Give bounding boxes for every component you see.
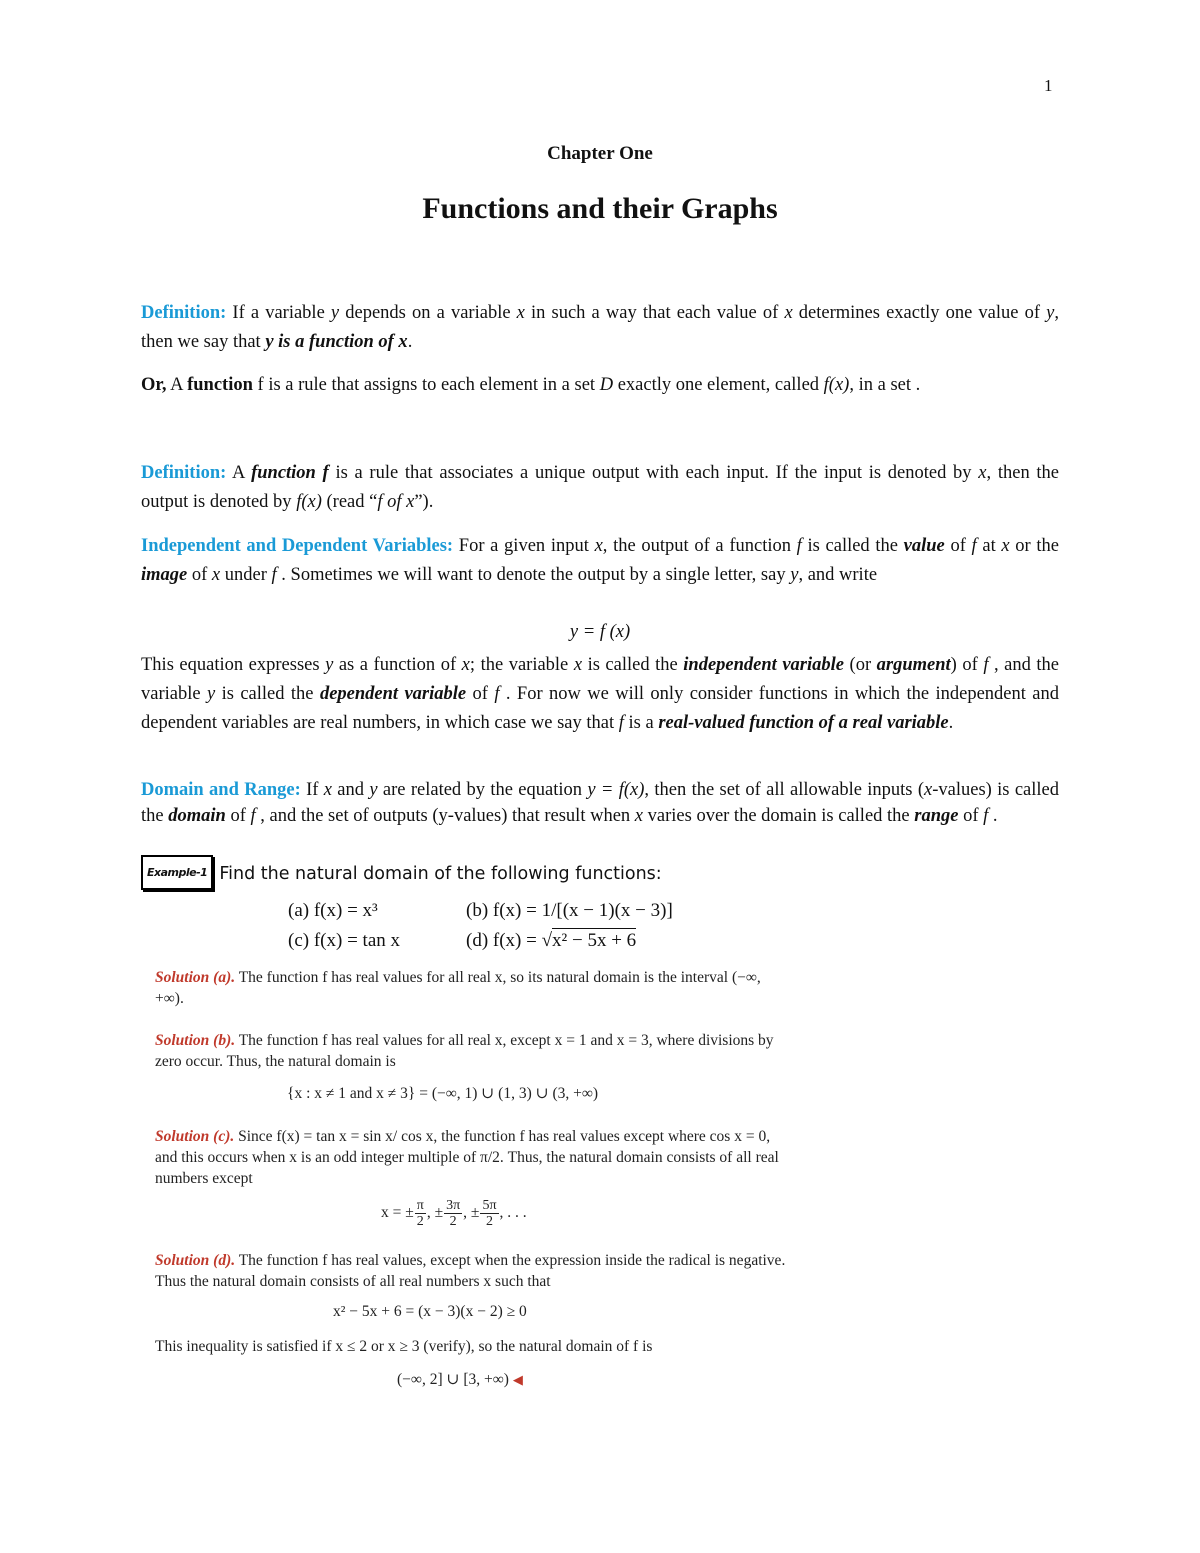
text: . (988, 806, 998, 826)
text: , and the variable (141, 655, 1059, 704)
solution-label: Solution (a). (155, 969, 236, 986)
var: f (983, 655, 989, 675)
var: x (323, 780, 332, 800)
text: of (466, 684, 495, 704)
var: x (516, 303, 525, 323)
equation-y: y = f (x) (569, 622, 631, 642)
example-text: Find the natural domain of the following functions: (219, 864, 662, 884)
var: y (325, 655, 334, 675)
var: x (924, 780, 933, 800)
domain-range-section (141, 777, 1059, 829)
text: depends on a variable (339, 303, 517, 323)
var: x (978, 463, 987, 483)
text: , then the set of all allowable inputs ( (644, 780, 924, 800)
function-a: (a) f(x) = x³ (288, 900, 378, 921)
text: (read “ (321, 492, 378, 512)
independent-dependent-explanation (141, 651, 1059, 738)
denominator: 2 (416, 1214, 424, 1229)
text: A (166, 375, 188, 395)
text: varies over the domain is called the (643, 806, 915, 826)
text: ; the variable (469, 655, 574, 675)
or-label: Or, (141, 375, 167, 395)
solution-label: Solution (d). (155, 1252, 236, 1269)
text: This equation expresses (141, 655, 326, 675)
text: . (407, 332, 413, 352)
text: (d) f(x) = (466, 930, 542, 951)
page-number: 1 (1044, 76, 1053, 95)
solution-b (155, 1030, 793, 1072)
solution-d-final (397, 1370, 523, 1389)
text: , in a set . (849, 375, 921, 395)
definition-alt (141, 369, 1059, 401)
text: is a (623, 713, 659, 733)
solution-d-equation: x² − 5x + 6 = (x − 3)(x − 2) ≥ 0 (333, 1303, 527, 1320)
var: x (211, 565, 221, 585)
final-domain: (−∞, 2] ∪ [3, +∞) (397, 1371, 509, 1388)
text: The function f has real values for all real x, so its natural domain is the interval (−∞, +∞). (155, 969, 761, 1007)
function-c: (c) f(x) = tan x (288, 930, 400, 951)
text: of (944, 536, 972, 556)
solution-c (155, 1126, 793, 1189)
radicand: x² − 5x + 6 (552, 930, 637, 951)
emphasis: function (187, 375, 253, 395)
denominator: 2 (449, 1214, 457, 1229)
emphasis: image (141, 565, 188, 585)
text: The function f has real values for all real x, except x = 1 and x = 3, where divisions by zero occur. Thus, the natural domain is (155, 1032, 774, 1070)
var: x (1001, 536, 1010, 556)
example-line (141, 855, 1059, 890)
text: (or (844, 655, 877, 675)
var: x (634, 806, 644, 826)
fraction (480, 1198, 498, 1229)
var: x (594, 536, 603, 556)
text: ”). (414, 492, 434, 512)
var: f (494, 684, 500, 704)
var: f(x) (823, 375, 850, 395)
text: , ± (426, 1204, 444, 1222)
text: is called the (215, 684, 320, 704)
text: or the (1009, 536, 1060, 556)
text: , . . . (499, 1204, 527, 1222)
text: in such a way that each value of (524, 303, 785, 323)
solution-a (155, 967, 793, 1009)
text: exactly one element, called (613, 375, 824, 395)
emphasis: dependent variable (319, 684, 467, 704)
text: of (225, 806, 251, 826)
var: y (1046, 303, 1055, 323)
text: The function f has real values, except when the expression inside the radical is negative. Thus the natural domain consists of all real numbers x such that (155, 1252, 786, 1290)
var: y (206, 684, 216, 704)
definition-1 (141, 299, 1059, 357)
text: . For now we will only consider functions in which the independent and dependent variables are real numbers, in which case we say that (141, 684, 1059, 733)
chapter-heading: Chapter One (547, 143, 653, 164)
text: . (948, 713, 954, 733)
var: y (369, 780, 378, 800)
solution-d-inequality-text: This inequality is satisfied if x ≤ 2 or x ≥ 3 (verify), so the natural domain of f is (155, 1338, 653, 1355)
text: of (187, 565, 212, 585)
text: For a given input (453, 536, 595, 556)
var: x (461, 655, 470, 675)
var: x (784, 303, 793, 323)
emphasis: range (914, 806, 959, 826)
text: f is a rule that assigns to each element in a set (252, 375, 600, 395)
text: , and the set of outputs (y-values) that result when (255, 806, 635, 826)
var: y (330, 303, 340, 323)
text: under (220, 565, 272, 585)
var: f (250, 806, 256, 826)
text: , ± (463, 1204, 480, 1222)
definition-2 (141, 459, 1059, 517)
var: f (796, 536, 802, 556)
emphasis: independent variable (683, 655, 844, 675)
text: -values) is called the (141, 780, 1059, 826)
text: is a rule that associates a unique output with each input. If the input is denoted by (328, 463, 979, 483)
page-title: Functions and their Graphs (422, 192, 778, 225)
text: Since f(x) = tan x = sin x/ cos x, the function f has real values except where cos x = 0, and this occurs when x is an odd integer multiple of π/2. Thus, the natural domain consists of all real numbers except (155, 1128, 779, 1187)
numerator: 3π (446, 1198, 461, 1213)
text: are related by the equation (377, 780, 588, 800)
text: , the output of a function (602, 536, 797, 556)
var: D (599, 375, 614, 395)
emphasis: value (903, 536, 945, 556)
text: A (226, 463, 252, 483)
fraction (415, 1198, 426, 1229)
text: , then the output is denoted by (141, 463, 1060, 512)
var: x (573, 655, 583, 675)
independent-dependent-section (141, 532, 1059, 590)
text: . Sometimes we will want to denote the output by a single letter, say (276, 565, 791, 585)
sqrt-symbol: √ (541, 930, 553, 951)
emphasis: real-valued function of a real variable (658, 713, 949, 733)
text: , and write (798, 565, 878, 585)
text: is called the (801, 536, 904, 556)
solution-d (155, 1250, 793, 1292)
text: If (300, 780, 324, 800)
emphasis: y is a function of x (265, 332, 408, 352)
numerator: π (416, 1198, 424, 1213)
var: f (618, 713, 624, 733)
emphasis: argument (876, 655, 951, 675)
definition-label: Definition: (141, 303, 227, 323)
text: x = ± (381, 1204, 414, 1222)
section-label: Independent and Dependent Variables: (141, 536, 454, 556)
text: of (958, 806, 984, 826)
emphasis: function f (251, 463, 329, 483)
end-marker-icon: ◀ (512, 1372, 523, 1387)
text: is called the (582, 655, 684, 675)
var: f(x) (296, 492, 322, 512)
function-d (466, 930, 636, 952)
numerator: 5π (482, 1198, 497, 1213)
text: at (976, 536, 1002, 556)
text: and (331, 780, 370, 800)
var: y (790, 565, 799, 585)
example-badge: Example-1 (141, 855, 213, 890)
text: ) of (950, 655, 984, 675)
fraction (444, 1198, 462, 1229)
text: determines exactly one value of (792, 303, 1047, 323)
text: If a variable (226, 303, 331, 323)
text: , then we say that (141, 303, 1059, 352)
emphasis: domain (168, 806, 226, 826)
denominator: 2 (485, 1214, 493, 1229)
solution-b-equation: {x : x ≠ 1 and x ≠ 3} = (−∞, 1) ∪ (1, 3) ∪ (3, +∞) (287, 1085, 599, 1102)
solution-label: Solution (c). (155, 1128, 235, 1145)
section-label: Domain and Range: (141, 780, 301, 800)
definition-label: Definition: (141, 463, 227, 483)
var: y = f(x) (587, 780, 645, 800)
solution-label: Solution (b). (155, 1032, 236, 1049)
text: as a function of (333, 655, 462, 675)
var: f of x (377, 492, 415, 512)
var: f (983, 806, 989, 826)
var: f (971, 536, 977, 556)
solution-c-equation (381, 1198, 527, 1229)
function-b: (b) f(x) = 1/[(x − 1)(x − 3)] (466, 900, 673, 921)
var: f (271, 565, 277, 585)
